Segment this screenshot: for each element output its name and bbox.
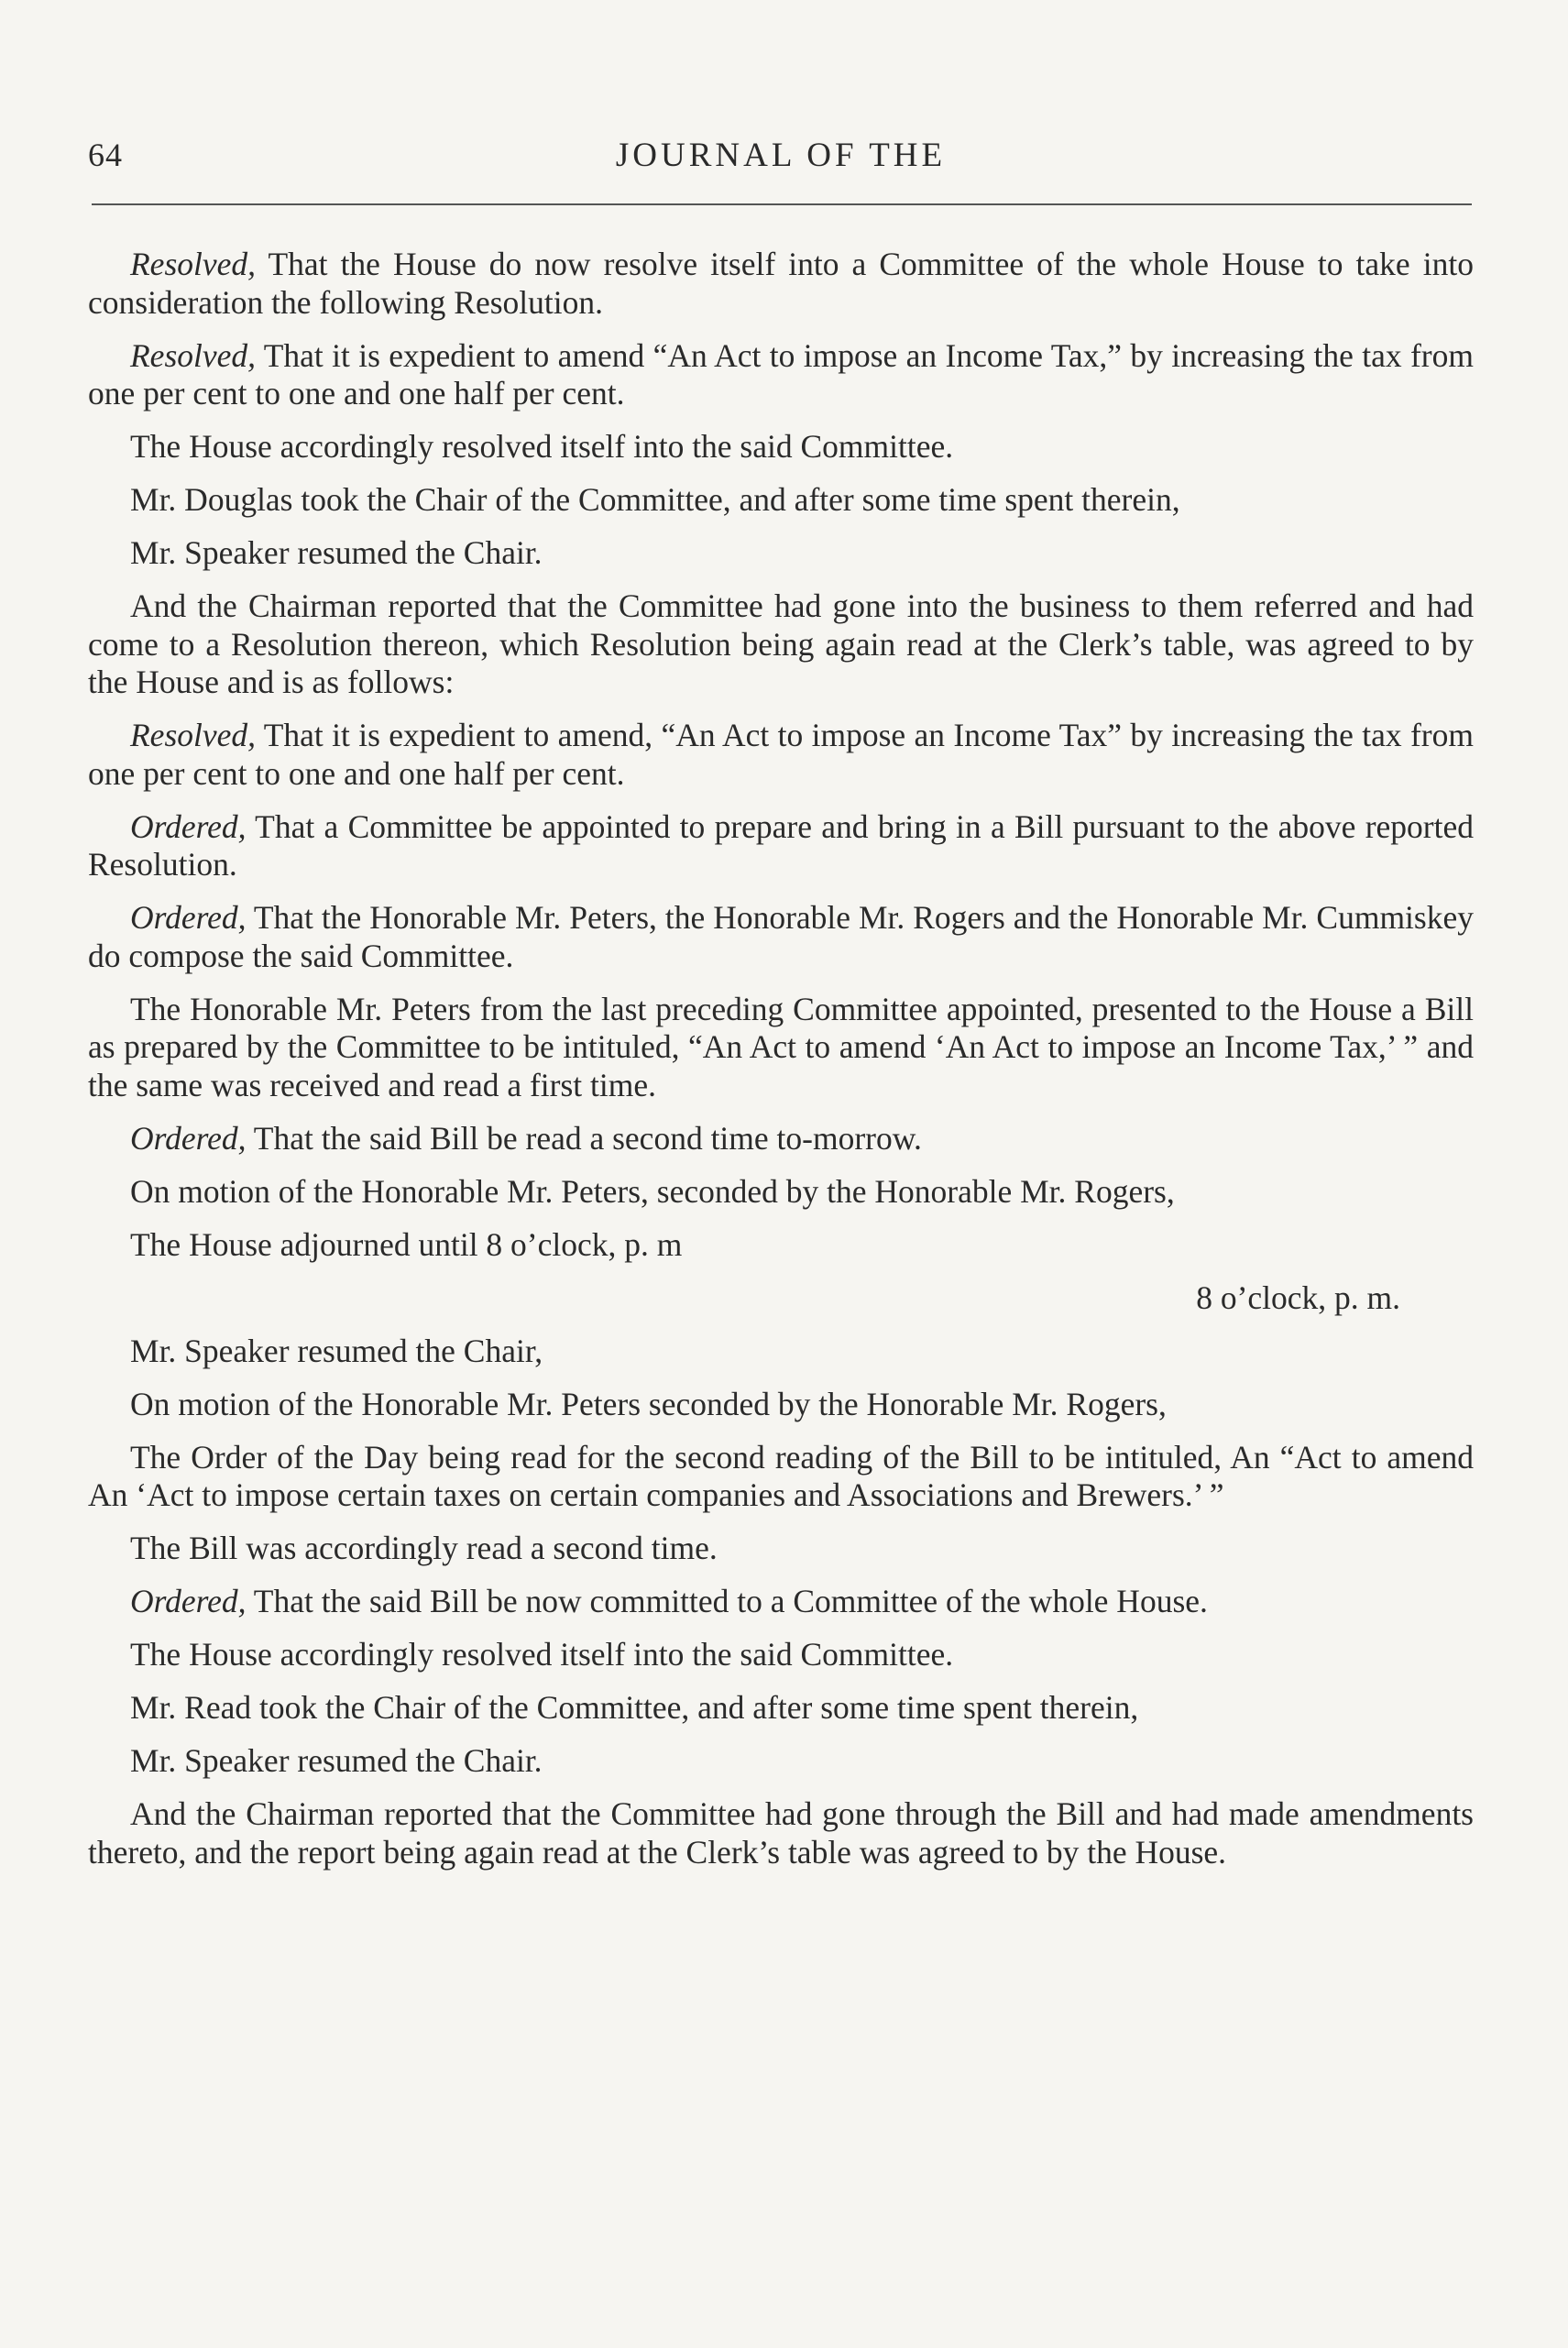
paragraph [88,1583,1474,1621]
paragraph-lead: Ordered, [130,807,247,845]
page-header [88,136,1474,187]
paragraph-text: And the Chairman reported that the Committee had gone through the Bill and had made amendments thereto, and the report being again read at the Clerk’s table was agreed to by the House. [88,1795,1474,1871]
paragraph [88,717,1474,793]
paragraph [88,534,1474,573]
paragraph [88,337,1474,413]
paragraph-text: That the said Bill be now committed to a Committee of the whole House. [246,1583,1208,1619]
paragraph-text: That the Honorable Mr. Peters, the Honorable Mr. Rogers and the Honorable Mr. Cummiskey do compose the said Committee. [88,899,1474,974]
page-number: 64 [88,137,123,173]
paragraph-text: Mr. Speaker resumed the Chair, [130,1332,543,1369]
paragraph-text: And the Chairman reported that the Committee had gone into the business to them referred and had come to a Resolution thereon, which Resolution being again read at the Clerk’s table, was agreed to by the House and is as follows: [88,587,1474,700]
paragraph [88,1173,1474,1212]
paragraph-text: The House adjourned until 8 o’clock, p. m [130,1225,683,1263]
paragraph-text: The House accordingly resolved itself into the said Committee. [130,1636,954,1673]
paragraph [88,1120,1474,1158]
paragraph [88,1439,1474,1515]
header-rule [92,203,1472,205]
paragraph-text: That the House do now resolve itself into a Committee of the whole House to take into consideration the following Resolution. [88,246,1474,321]
paragraph-text: On motion of the Honorable Mr. Peters seconded by the Honorable Mr. Rogers, [130,1385,1167,1422]
paragraph-text: The Honorable Mr. Peters from the last preceding Committee appointed, presented to the House a Bill as prepared by the Committee to be intituled, “An Act to amend ‘An Act to impose an Income Tax,’ ” and the same was received and read a first time. [88,990,1474,1103]
paragraph [88,1333,1474,1371]
paragraph-lead: Ordered, [130,1119,247,1157]
paragraph-lead: Ordered, [130,1583,247,1619]
time-heading: 8 o’clock, p. m. [1196,1278,1400,1316]
paragraph [88,808,1474,884]
paragraph-text: That the said Bill be read a second time to-morrow. [246,1119,922,1157]
journal-body [88,246,1474,1871]
paragraph [88,1795,1474,1871]
paragraph-text: That it is expedient to amend, “An Act to impose an Income Tax” by increasing the tax from one per cent to one and one half per cent. [88,717,1474,792]
paragraph [88,1742,1474,1781]
paragraph [88,1386,1474,1424]
running-title: JOURNAL OF THE [615,137,947,174]
paragraph [88,1226,1474,1265]
paragraph [88,899,1474,975]
paragraph-text: Mr. Douglas took the Chair of the Committee, and after some time spent therein, [130,481,1180,518]
paragraph-text: Mr. Speaker resumed the Chair. [130,534,543,571]
paragraph-text: Mr. Read took the Chair of the Committee, and after some time spent therein, [130,1689,1139,1726]
paragraph-lead: Resolved, [130,336,257,374]
paragraph [88,1636,1474,1674]
paragraph-text: The House accordingly resolved itself into the said Committee. [130,428,954,465]
paragraph-text: The Order of the Day being read for the second reading of the Bill to be intituled, An “Act to amend An ‘Act to impose certain taxes on certain companies and Associations and Brewers.’ ” [88,1438,1474,1513]
paragraph-lead: Ordered, [130,899,247,936]
paragraph [88,991,1474,1105]
paragraph [88,1530,1474,1568]
paragraph-lead: Resolved, [130,717,257,753]
paragraph-lead: Resolved, [130,246,257,282]
paragraph [88,1689,1474,1728]
paragraph-text: The Bill was accordingly read a second time. [130,1530,718,1566]
paragraph-text: That a Committee be appointed to prepare and bring in a Bill pursuant to the above reported Resolution. [88,807,1474,883]
paragraph [88,428,1474,466]
paragraph-text: On motion of the Honorable Mr. Peters, seconded by the Honorable Mr. Rogers, [130,1172,1175,1210]
paragraph [88,587,1474,702]
paragraph-text: That it is expedient to amend “An Act to impose an Income Tax,” by increasing the tax from one per cent to one and one half per cent. [88,336,1474,411]
paragraph-text: Mr. Speaker resumed the Chair. [130,1742,543,1779]
paragraph [88,246,1474,322]
paragraph [88,481,1474,520]
